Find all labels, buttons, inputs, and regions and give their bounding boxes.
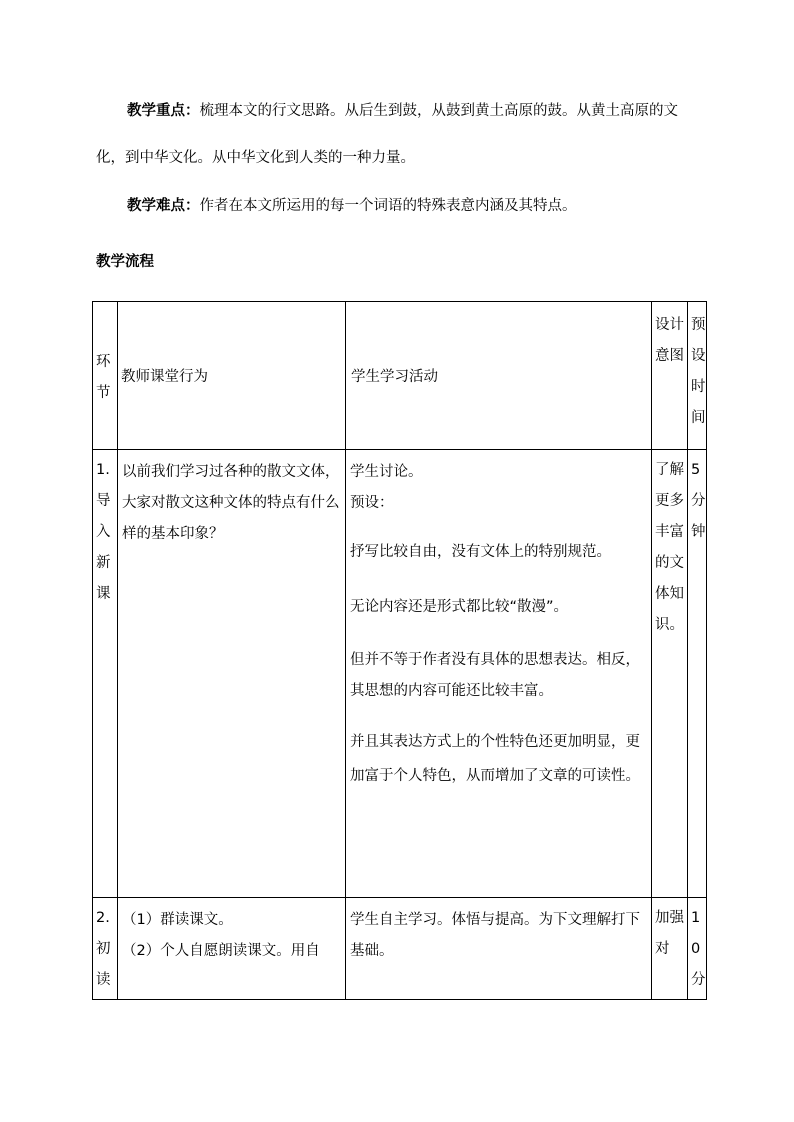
teaching-focus-label: 教学重点： (127, 103, 200, 119)
student-line: 抒写比较自由，没有文体上的特别规范。 (350, 544, 611, 560)
header-teacher: 教师课堂行为 (118, 302, 346, 450)
header-time: 预设时间 (688, 302, 707, 450)
stage-cell: 2.初读 (93, 898, 118, 1000)
time-cell: 5分钟 (688, 450, 707, 898)
intent-cell: 加强对 (652, 898, 688, 1000)
teacher-line: （1）群读课文。 (122, 912, 233, 928)
header-stage: 环节 (93, 302, 118, 450)
table-row (93, 450, 707, 898)
time-cell: 10分 (688, 898, 707, 1000)
teaching-flow-table (92, 301, 707, 1000)
teaching-focus-text: 梳理本文的行文思路。从后生到鼓，从鼓到黄土高原的鼓。从黄土高原的文化，到中华文化。从中华文化到人类的一种力量。 (96, 103, 678, 166)
teaching-flow-heading: 教学流程 (96, 254, 154, 270)
intent-cell: 了解更多丰富的文体知识。 (652, 450, 688, 898)
teaching-difficulty-text: 作者在本文所运用的每一个词语的特殊表意内涵及其特点。 (199, 198, 577, 214)
table-header-row (93, 302, 707, 450)
student-cell (346, 898, 652, 1000)
teacher-line: （2）个人自愿朗读课文。用自 (122, 943, 320, 959)
teaching-difficulty-paragraph (96, 183, 696, 230)
student-line: 并且其表达方式上的个性特色还更加明显，更加富于个人特色，从而增加了文章的可读性。 (350, 734, 640, 784)
teaching-difficulty-label: 教学难点： (127, 198, 200, 214)
student-line: 无论内容还是形式都比较“散漫”。 (350, 599, 569, 615)
stage-cell: 1.导入新课 (93, 450, 118, 898)
student-line: 学生自主学习。体悟与提高。为下文理解打下基础。 (350, 912, 640, 959)
table-row (93, 898, 707, 1000)
student-line: 学生讨论。 (350, 464, 423, 480)
student-line: 但并不等于作者没有具体的思想表达。相反，其思想的内容可能还比较丰富。 (350, 652, 640, 699)
student-cell (346, 450, 652, 898)
header-intent: 设计意图 (652, 302, 688, 450)
teacher-cell: 以前我们学习过各种的散文文体，大家对散文这种文体的特点有什么样的基本印象？ (118, 450, 346, 898)
teaching-focus-paragraph (96, 88, 696, 182)
teacher-cell (118, 898, 346, 1000)
header-student: 学生学习活动 (346, 302, 652, 450)
student-line: 预设： (350, 495, 394, 511)
